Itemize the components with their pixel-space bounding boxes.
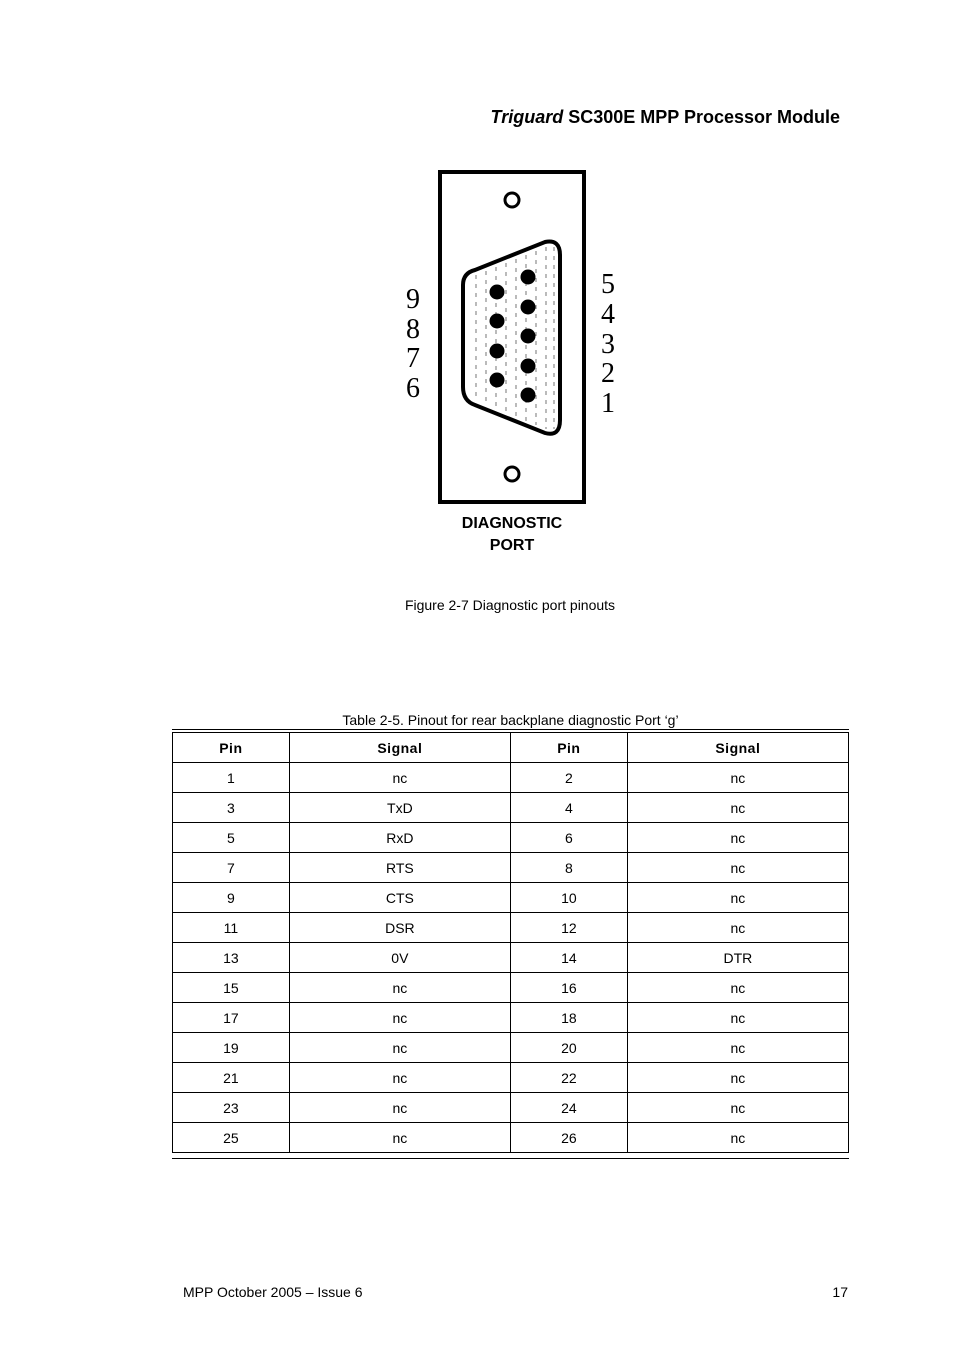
table-row <box>173 1033 849 1063</box>
table-cell: 17 <box>173 1003 290 1033</box>
table-cell: nc <box>627 763 848 793</box>
table-cell: nc <box>627 793 848 823</box>
figure-label-line1: DIAGNOSTIC <box>461 515 563 532</box>
table-cell: 22 <box>510 1063 627 1093</box>
pin-contact <box>521 270 536 285</box>
pin-number: 2 <box>601 358 615 389</box>
table-cell: 1 <box>173 763 290 793</box>
table-cell: 10 <box>510 883 627 913</box>
table-cell: 14 <box>510 943 627 973</box>
connector-shell <box>463 242 560 434</box>
pin-number: 9 <box>406 284 420 315</box>
table-cell: RTS <box>289 853 510 883</box>
table-row <box>173 853 849 883</box>
mount-hole-bottom <box>505 467 519 481</box>
table-row <box>173 913 849 943</box>
pin-number: 6 <box>406 373 420 404</box>
column-header: Pin <box>173 731 290 763</box>
page-header <box>491 107 840 128</box>
pin-contact <box>521 300 536 315</box>
figure-caption: Figure 2-7 Diagnostic port pinouts <box>404 597 616 613</box>
table-cell: nc <box>289 763 510 793</box>
db9-connector-diagram <box>380 165 640 565</box>
header-italic: Triguard <box>490 107 564 127</box>
table-row <box>173 883 849 913</box>
pin-number: 7 <box>406 343 420 374</box>
table-row <box>173 1003 849 1033</box>
pin-contact <box>490 373 505 388</box>
page-number: 17 <box>832 1284 848 1300</box>
pin-number: 3 <box>601 329 615 360</box>
table-cell: 18 <box>510 1003 627 1033</box>
table-cell: 15 <box>173 973 290 1003</box>
pin-contact <box>521 388 536 403</box>
column-header: Signal <box>627 731 848 763</box>
table-cell: nc <box>627 1033 848 1063</box>
table-cell: nc <box>627 1003 848 1033</box>
pin-number: 5 <box>601 269 615 300</box>
table-cell: nc <box>627 913 848 943</box>
table-cell: 21 <box>173 1063 290 1093</box>
table-row <box>173 1093 849 1123</box>
table-cell: 12 <box>510 913 627 943</box>
table-cell: 3 <box>173 793 290 823</box>
table-body <box>173 763 849 1153</box>
table-cell: nc <box>289 1063 510 1093</box>
table-cell: nc <box>289 973 510 1003</box>
table-cell: nc <box>627 1093 848 1123</box>
table-cell: nc <box>289 1033 510 1063</box>
header-title: SC300E MPP Processor Module <box>563 107 840 127</box>
shell-hatching <box>476 247 554 429</box>
table-row <box>173 1123 849 1153</box>
table-cell: 20 <box>510 1033 627 1063</box>
table-row <box>173 1063 849 1093</box>
table-cell: 0V <box>289 943 510 973</box>
table-bottom-rule <box>172 1158 849 1159</box>
table-cell: 24 <box>510 1093 627 1123</box>
table-row <box>173 763 849 793</box>
pin-number: 1 <box>601 388 615 419</box>
column-header: Pin <box>510 731 627 763</box>
table-cell: nc <box>289 1123 510 1153</box>
pin-contacts <box>490 270 536 403</box>
table-cell: nc <box>627 973 848 1003</box>
table-cell: nc <box>627 1123 848 1153</box>
table-row <box>173 793 849 823</box>
pin-number: 4 <box>601 299 615 330</box>
table-cell: 2 <box>510 763 627 793</box>
table-cell: RxD <box>289 823 510 853</box>
table-cell: 19 <box>173 1033 290 1063</box>
column-header: Signal <box>289 731 510 763</box>
table-row <box>173 823 849 853</box>
table-cell: DTR <box>627 943 848 973</box>
table-cell: 8 <box>510 853 627 883</box>
table-cell: 7 <box>173 853 290 883</box>
table-row <box>173 973 849 1003</box>
left-pin-numbers <box>406 284 420 404</box>
table-cell: 16 <box>510 973 627 1003</box>
table-cell: nc <box>627 883 848 913</box>
mount-hole-top <box>505 193 519 207</box>
pin-number: 8 <box>406 314 420 345</box>
table-cell: 26 <box>510 1123 627 1153</box>
table-cell: nc <box>627 853 848 883</box>
table-cell: DSR <box>289 913 510 943</box>
pinout-table <box>172 729 849 1153</box>
table-cell: TxD <box>289 793 510 823</box>
table-cell: 25 <box>173 1123 290 1153</box>
table-row <box>173 943 849 973</box>
table-cell: nc <box>627 823 848 853</box>
table-cell: 9 <box>173 883 290 913</box>
table-cell: nc <box>289 1003 510 1033</box>
pin-contact <box>490 314 505 329</box>
table-cell: 6 <box>510 823 627 853</box>
table-header-row <box>173 731 849 763</box>
table-cell: 13 <box>173 943 290 973</box>
table-cell: 5 <box>173 823 290 853</box>
pin-contact <box>521 359 536 374</box>
figure-label-line2: PORT <box>489 537 535 554</box>
table-cell: 4 <box>510 793 627 823</box>
table-title: Table 2-5. Pinout for rear backplane diagnostic Port ‘g’ <box>342 712 679 728</box>
table-cell: nc <box>289 1093 510 1123</box>
table-cell: 23 <box>173 1093 290 1123</box>
pin-contact <box>521 329 536 344</box>
pin-contact <box>490 344 505 359</box>
footer-left: MPP October 2005 – Issue 6 <box>183 1284 363 1300</box>
pin-contact <box>490 285 505 300</box>
table-cell: nc <box>627 1063 848 1093</box>
table-cell: CTS <box>289 883 510 913</box>
right-pin-numbers <box>601 269 615 419</box>
table-cell: 11 <box>173 913 290 943</box>
